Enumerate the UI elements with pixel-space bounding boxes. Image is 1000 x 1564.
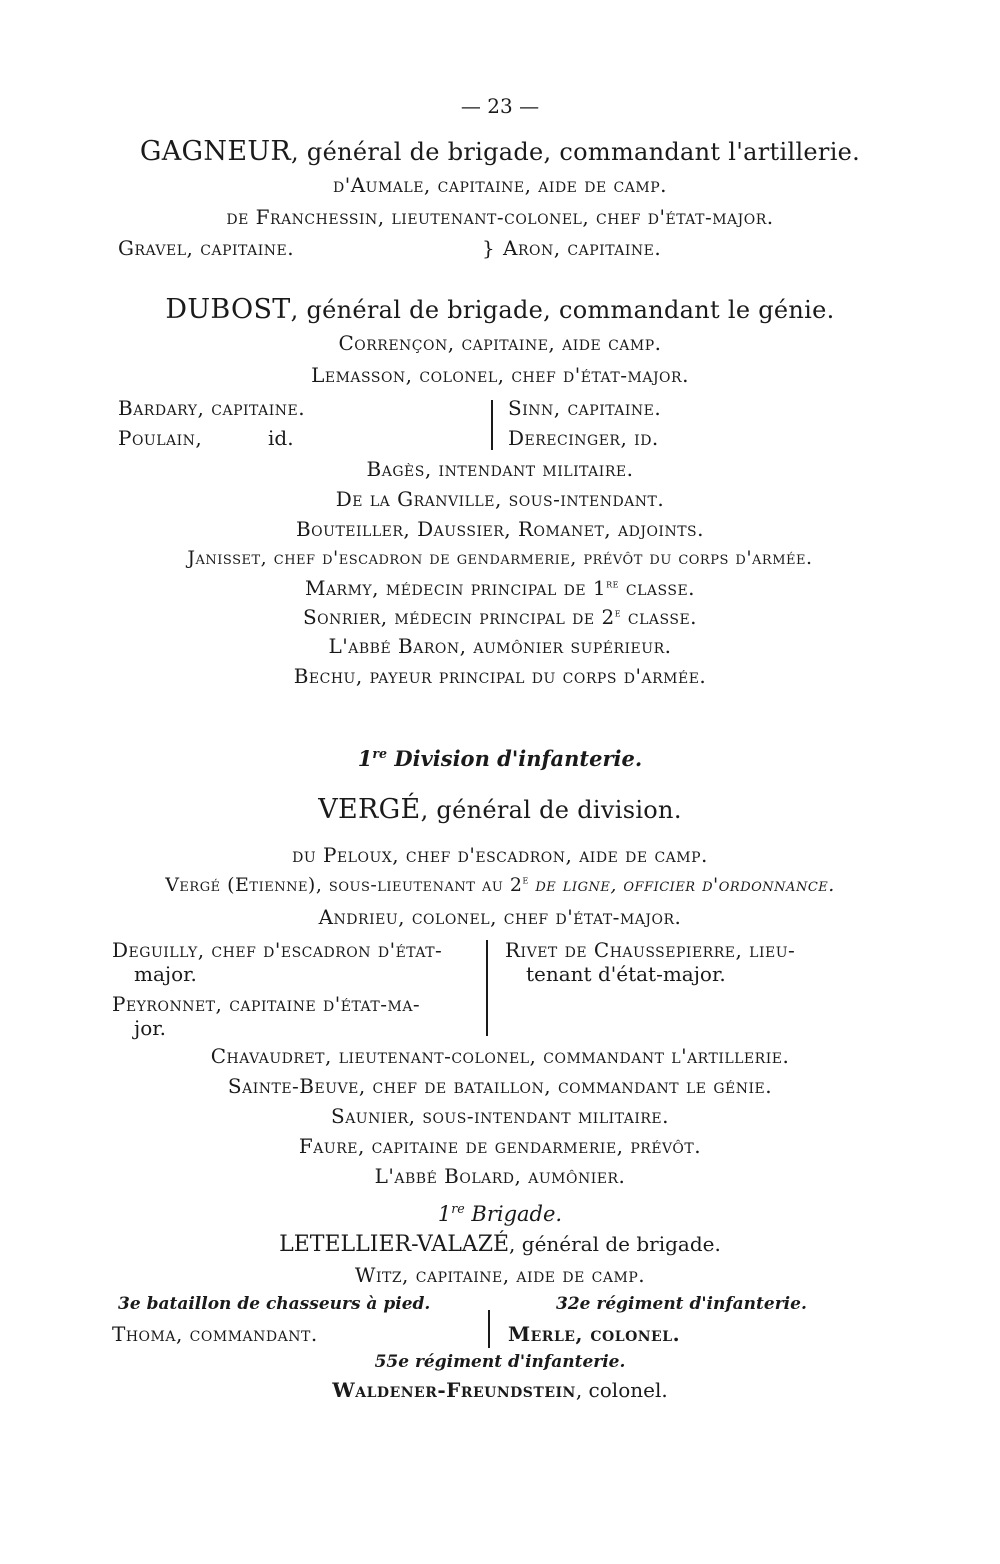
brigade-general-title: , général de brigade. bbox=[509, 1232, 721, 1256]
division-officier bbox=[0, 872, 1000, 896]
division-left-a1: Deguilly, chef d'escadron d'état- bbox=[112, 938, 443, 962]
division-aide: du Peloux, chef d'escadron, aide de camp. bbox=[292, 843, 708, 867]
brigade-title: Brigade. bbox=[464, 1202, 563, 1226]
staff-intendant: Bagès, intendant militaire. bbox=[366, 457, 634, 481]
division-num: 1 bbox=[357, 746, 373, 771]
medecin-1-sup: re bbox=[606, 576, 620, 591]
brigade-right-head: 32e régiment d'infanterie. bbox=[556, 1294, 807, 1314]
officier-sup: e bbox=[522, 872, 529, 887]
division-sup: re bbox=[372, 746, 388, 761]
brigade-heading bbox=[0, 1201, 1000, 1226]
officier-rest: de ligne, officier d'ordonnance. bbox=[528, 874, 835, 896]
division-general-title: , général de division. bbox=[420, 796, 682, 824]
brigade-third-line bbox=[0, 1380, 1000, 1400]
gagneur-left: Gravel, capitaine. bbox=[118, 236, 295, 260]
gagneur-right: Aron, capitaine. bbox=[503, 236, 662, 260]
division-right-1: Rivet de Chaussepierre, lieu- bbox=[505, 938, 796, 962]
division-heading bbox=[0, 748, 1000, 769]
division-prevot: Faure, capitaine de gendarmerie, prévôt. bbox=[298, 1134, 702, 1158]
division-left-a2: major. bbox=[134, 962, 197, 986]
dubost-chef: Lemasson, colonel, chef d'état-major. bbox=[311, 363, 689, 387]
brigade-aide: Witz, capitaine, aide de camp. bbox=[354, 1263, 646, 1287]
column-divider bbox=[488, 1310, 490, 1348]
page-number: — 23 — bbox=[460, 94, 540, 118]
division-left-b2: jor. bbox=[134, 1016, 166, 1040]
division-right-2: tenant d'état-major. bbox=[526, 962, 726, 986]
division-intendant: Saunier, sous-intendant militaire. bbox=[331, 1104, 669, 1128]
staff-medecin-1 bbox=[0, 578, 1000, 598]
brigade-right-name: Merle, colonel. bbox=[508, 1322, 681, 1346]
medecin-2-text: Sonrier, médecin principal de 2 bbox=[302, 605, 615, 629]
staff-sous-intendant: De la Granville, sous-intendant. bbox=[335, 487, 665, 511]
brigade-third-rank: , colonel. bbox=[575, 1378, 668, 1402]
division-title: Division d'infanterie. bbox=[387, 746, 643, 771]
medecin-2-rest: classe. bbox=[621, 605, 698, 629]
medecin-1-rest: classe. bbox=[619, 576, 696, 600]
dubost-heading bbox=[0, 296, 1000, 323]
division-general bbox=[0, 796, 1000, 823]
column-divider bbox=[491, 400, 493, 450]
brigade-third-name: Waldener-Freundstein bbox=[332, 1378, 576, 1402]
staff-aumonier: L'abbé Baron, aumônier supérieur. bbox=[328, 634, 672, 658]
brigade-third-head: 55e régiment d'infanterie. bbox=[374, 1352, 626, 1372]
gagneur-chef: de Franchessin, lieutenant-colonel, chef d'état-major. bbox=[226, 205, 774, 229]
column-divider bbox=[486, 940, 488, 1036]
dubost-left-1: Bardary, capitaine. bbox=[118, 396, 306, 420]
brigade-num: 1 bbox=[437, 1202, 452, 1226]
dubost-right-1: Sinn, capitaine. bbox=[508, 396, 662, 420]
division-genie: Sainte-Beuve, chef de bataillon, commandant le génie. bbox=[227, 1074, 773, 1098]
officier-text: Vergé (Etienne), sous-lieutenant au 2 bbox=[165, 874, 523, 896]
brigade-general-name: LETELLIER-VALAZÉ bbox=[279, 1232, 510, 1257]
staff-payeur: Bechu, payeur principal du corps d'armée. bbox=[293, 664, 707, 688]
dubost-aide: Corrençon, capitaine, aide camp. bbox=[338, 331, 662, 355]
gagneur-title: , général de brigade, commandant l'artillerie. bbox=[291, 138, 861, 166]
gagneur-name: GAGNEUR bbox=[139, 136, 292, 167]
brigade-sup: re bbox=[451, 1201, 465, 1216]
dubost-left-2-rank: id. bbox=[268, 426, 294, 450]
staff-adjoints: Bouteiller, Daussier, Romanet, adjoints. bbox=[295, 517, 704, 541]
gagneur-separator: } bbox=[482, 236, 495, 260]
dubost-name: DUBOST bbox=[165, 294, 291, 325]
dubost-right-2: Derecinger, id. bbox=[508, 426, 659, 450]
staff-prevot: Janisset, chef d'escadron de gendarmerie, prévôt du corps d'armée. bbox=[187, 547, 813, 569]
dubost-left-2-name: Poulain, bbox=[118, 426, 203, 450]
medecin-2-sup: e bbox=[614, 605, 622, 620]
gagneur-heading bbox=[0, 138, 1000, 165]
division-chef: Andrieu, colonel, chef d'état-major. bbox=[318, 905, 682, 929]
division-artillerie: Chavaudret, lieutenant-colonel, commandant l'artillerie. bbox=[210, 1044, 790, 1068]
division-left-b1: Peyronnet, capitaine d'état-ma- bbox=[112, 992, 421, 1016]
division-aumonier: L'abbé Bolard, aumônier. bbox=[374, 1164, 626, 1188]
brigade-general bbox=[0, 1234, 1000, 1256]
staff-medecin-2 bbox=[0, 607, 1000, 627]
gagneur-aide: d'Aumale, capitaine, aide de camp. bbox=[333, 173, 667, 197]
dubost-title: , général de brigade, commandant le génie. bbox=[290, 296, 835, 324]
division-general-name: VERGÉ bbox=[318, 794, 421, 825]
brigade-left-head: 3e bataillon de chasseurs à pied. bbox=[118, 1294, 431, 1314]
brigade-left-name: Thoma, commandant. bbox=[112, 1322, 318, 1346]
medecin-1-text: Marmy, médecin principal de 1 bbox=[304, 576, 607, 600]
